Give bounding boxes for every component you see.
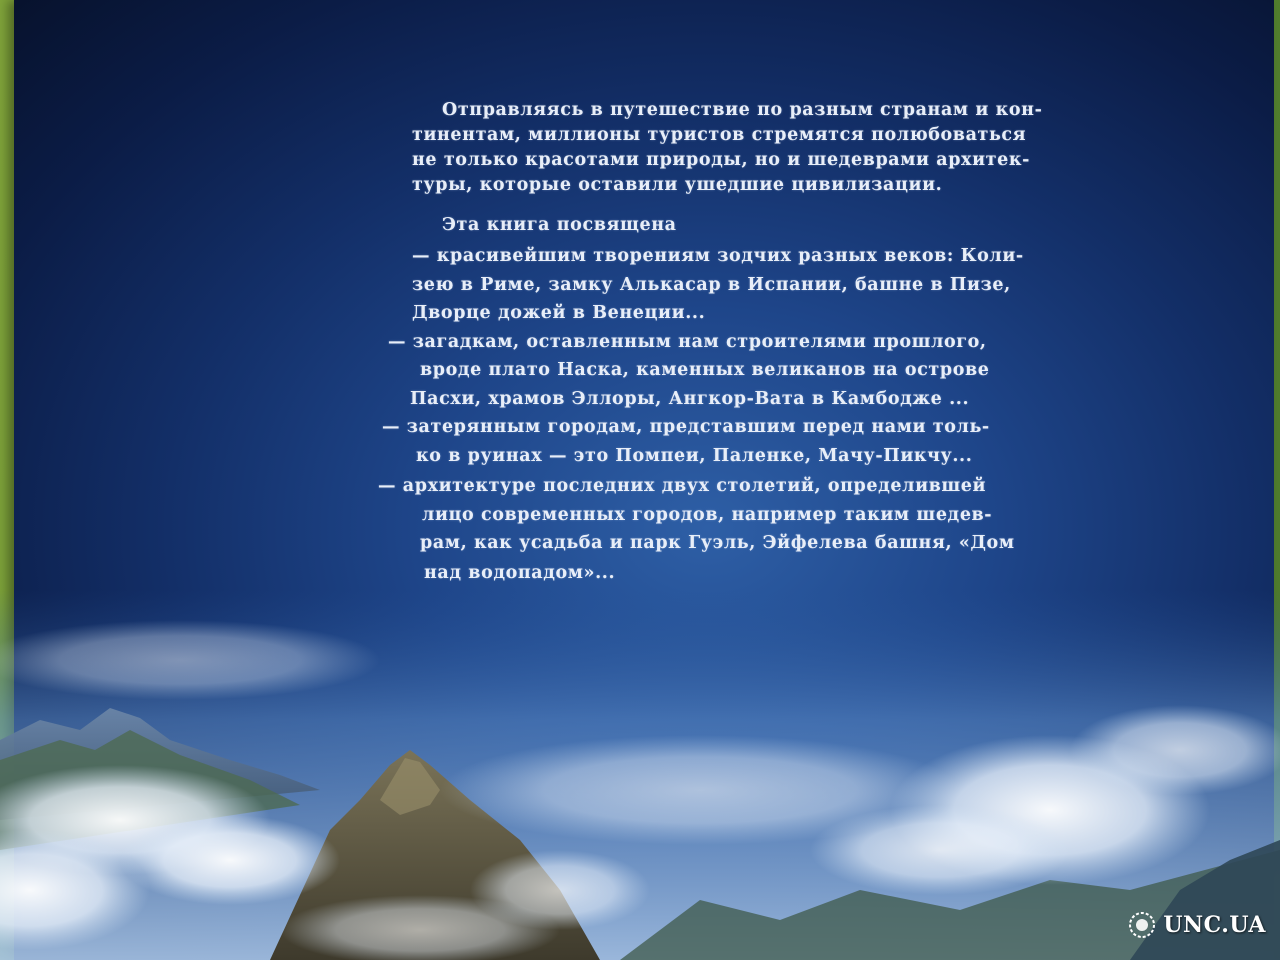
list-item-line: ко в руинах — это Помпеи, Паленке, Мачу-Пикчу...	[416, 446, 973, 466]
list-item-line: — красивейшим творениям зодчих разных веков: Коли-	[412, 246, 1024, 266]
intro-line: тинентам, миллионы туристов стремятся полюбоваться	[412, 125, 1027, 145]
intro-paragraph	[412, 98, 1072, 198]
coin-logo-icon	[1127, 910, 1157, 940]
intro-line: не только красотами природы, но и шедеврами архитек-	[412, 150, 1030, 170]
intro-line: Отправляясь в путешествие по разным странам и кон-	[442, 100, 1043, 120]
watermark	[1127, 910, 1266, 940]
list-item-line: Дворце дожей в Венеции...	[412, 303, 706, 323]
list-item-line: зею в Риме, замку Алькасар в Испании, башне в Пизе,	[412, 275, 1011, 295]
dedication-heading: Эта книга посвящена	[442, 215, 677, 235]
list-item-line: над водопадом»...	[424, 563, 616, 583]
list-item-line: вроде плато Наска, каменных великанов на острове	[420, 360, 990, 380]
list-item-line: — загадкам, оставленным нам строителями прошлого,	[388, 332, 987, 352]
list-item-line: лицо современных городов, например таким шедев-	[422, 505, 993, 525]
watermark-text: UNC.UA	[1163, 912, 1266, 938]
list-item-line: Пасхи, храмов Эллоры, Ангкор-Вата в Камбодже ...	[410, 389, 970, 409]
intro-line: туры, которые оставили ушедшие цивилизации.	[412, 175, 943, 195]
list-item-line: — затерянным городам, представшим перед нами толь-	[382, 417, 990, 437]
list-item-line: — архитектуре последних двух столетий, определившей	[378, 476, 987, 496]
mountain-landscape-image	[0, 590, 1280, 960]
list-item-line: рам, как усадьба и парк Гуэль, Эйфелева башня, «Дом	[420, 533, 1015, 553]
